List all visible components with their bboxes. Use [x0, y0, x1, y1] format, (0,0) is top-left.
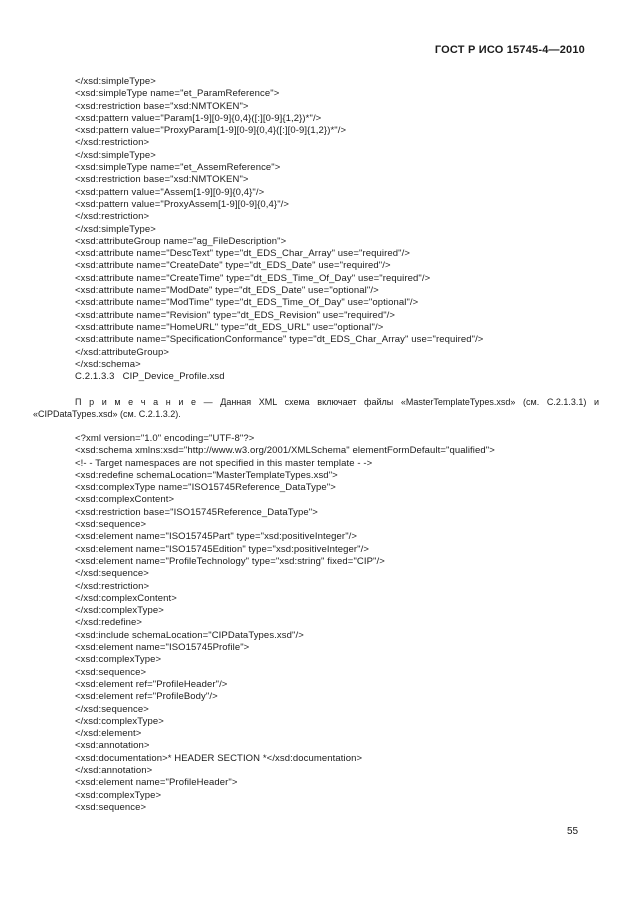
code-line: <xsd:complexType name="ISO15745Reference_DataType"> — [75, 482, 336, 494]
code-line: </xsd:element> — [75, 728, 142, 740]
code-line: </xsd:annotation> — [75, 765, 153, 777]
code-line: </xsd:complexType> — [75, 715, 164, 727]
code-line: </xsd:sequence> — [75, 703, 149, 715]
code-line: <xsd:pattern value="Assem[1-9][0-9]{0,4}"/> — [75, 186, 265, 198]
code-line: <xsd:pattern value="Param[1-9][0-9]{0,4}([:][0-9]{1,2})*"/> — [75, 112, 322, 124]
code-line: <xsd:sequence> — [75, 666, 147, 678]
code-line: <!- - Target namespaces are not specified in this master template - -> — [75, 457, 373, 469]
code-line: </xsd:restriction> — [75, 211, 150, 223]
section-heading: C.2.1.3.3 CIP_Device_Profile.xsd — [75, 371, 225, 382]
code-line: </xsd:attributeGroup> — [75, 346, 169, 358]
code-line: <xsd:complexType> — [75, 654, 162, 666]
code-line: <xsd:restriction base="xsd:NMTOKEN"> — [75, 174, 249, 186]
code-line: <?xml version="1.0" encoding="UTF-8"?> — [75, 433, 255, 444]
code-line: <xsd:complexType> — [75, 789, 162, 801]
code-line: </xsd:sequence> — [75, 568, 149, 580]
code-line: <xsd:attribute name="DescText" type="dt_EDS_Char_Array" use="required"/> — [75, 248, 411, 260]
code-line: <xsd:element ref="ProfileHeader"/> — [75, 678, 228, 690]
note-paragraph — [33, 396, 599, 421]
page-number: 55 — [567, 826, 579, 837]
code-line: <xsd:restriction base="xsd:NMTOKEN"> — [75, 100, 249, 112]
note-line-2: «CIPDataTypes.xsd» (см. С.2.1.3.2). — [33, 409, 181, 420]
code-line: <xsd:annotation> — [75, 740, 150, 752]
code-line: <xsd:sequence> — [75, 801, 147, 813]
code-line: <xsd:schema xmlns:xsd="http://www.w3.org/2001/XMLSchema" elementFormDefault="qualified"> — [75, 445, 495, 457]
code-line: <xsd:element ref="ProfileBody"/> — [75, 691, 218, 703]
code-line: <xsd:sequence> — [75, 519, 147, 531]
code-line: </xsd:restriction> — [75, 580, 150, 592]
code-line: <xsd:simpleType name="et_ParamReference"> — [75, 88, 280, 100]
code-line: <xsd:pattern value="ProxyParam[1-9][0-9]{0,4}([:][0-9]{1,2})*"/> — [75, 125, 347, 137]
note-line-1: П р и м е ч а н и е — Данная XML схема включает файлы «MasterTemplateTypes.xsd» (см. С.2.1.3.1) и — [75, 397, 599, 407]
code-line: <xsd:element name="ProfileTechnology" type="xsd:string" fixed="CIP"/> — [75, 555, 385, 567]
code-line: <xsd:element name="ISO15745Part" type="xsd:positiveInteger"/> — [75, 531, 358, 543]
code-line: <xsd:include schemaLocation="CIPDataTypes.xsd"/> — [75, 629, 304, 641]
code-line: </xsd:simpleType> — [75, 223, 156, 235]
code-line: <xsd:complexContent> — [75, 494, 175, 506]
code-line: <xsd:attribute name="Revision" type="dt_EDS_Revision" use="required"/> — [75, 309, 396, 321]
code-line: <xsd:attributeGroup name="ag_FileDescription"> — [75, 235, 287, 247]
code-line: <xsd:attribute name="HomeURL" type="dt_EDS_URL" use="optional"/> — [75, 321, 384, 333]
code-line: </xsd:simpleType> — [75, 149, 156, 161]
xsd-code-block-2 — [75, 433, 495, 814]
code-line: <xsd:element name="ISO15745Profile"> — [75, 642, 250, 654]
code-line: </xsd:complexContent> — [75, 592, 177, 604]
code-line: </xsd:complexType> — [75, 605, 164, 617]
xsd-code-block-1 — [75, 76, 483, 371]
code-line: <xsd:attribute name="SpecificationConformance" type="dt_EDS_Char_Array" use="required"/> — [75, 334, 484, 346]
code-line: <xsd:attribute name="ModTime" type="dt_EDS_Time_Of_Day" use="optional"/> — [75, 297, 419, 309]
code-line: </xsd:redefine> — [75, 617, 142, 629]
code-line: <xsd:attribute name="ModDate" type="dt_EDS_Date" use="optional"/> — [75, 285, 379, 297]
code-line: <xsd:redefine schemaLocation="MasterTemplateTypes.xsd"> — [75, 469, 338, 481]
code-line: <xsd:restriction base="ISO15745Reference_DataType"> — [75, 506, 318, 518]
code-line: </xsd:restriction> — [75, 137, 150, 149]
code-line: <xsd:attribute name="CreateDate" type="dt_EDS_Date" use="required"/> — [75, 260, 391, 272]
code-line: <xsd:documentation>* HEADER SECTION *</xsd:documentation> — [75, 752, 363, 764]
code-line: <xsd:simpleType name="et_AssemReference"> — [75, 162, 281, 174]
code-line: <xsd:attribute name="CreateTime" type="dt_EDS_Time_Of_Day" use="required"/> — [75, 272, 431, 284]
code-line: </xsd:simpleType> — [75, 76, 156, 87]
code-line: <xsd:pattern value="ProxyAssem[1-9][0-9]{0,4}"/> — [75, 198, 290, 210]
code-line: <xsd:element name="ProfileHeader"> — [75, 777, 238, 789]
code-line: <xsd:element name="ISO15745Edition" type="xsd:positiveInteger"/> — [75, 543, 369, 555]
document-header-title: ГОСТ Р ИСО 15745-4—2010 — [434, 44, 585, 56]
code-line: </xsd:schema> — [75, 358, 141, 370]
